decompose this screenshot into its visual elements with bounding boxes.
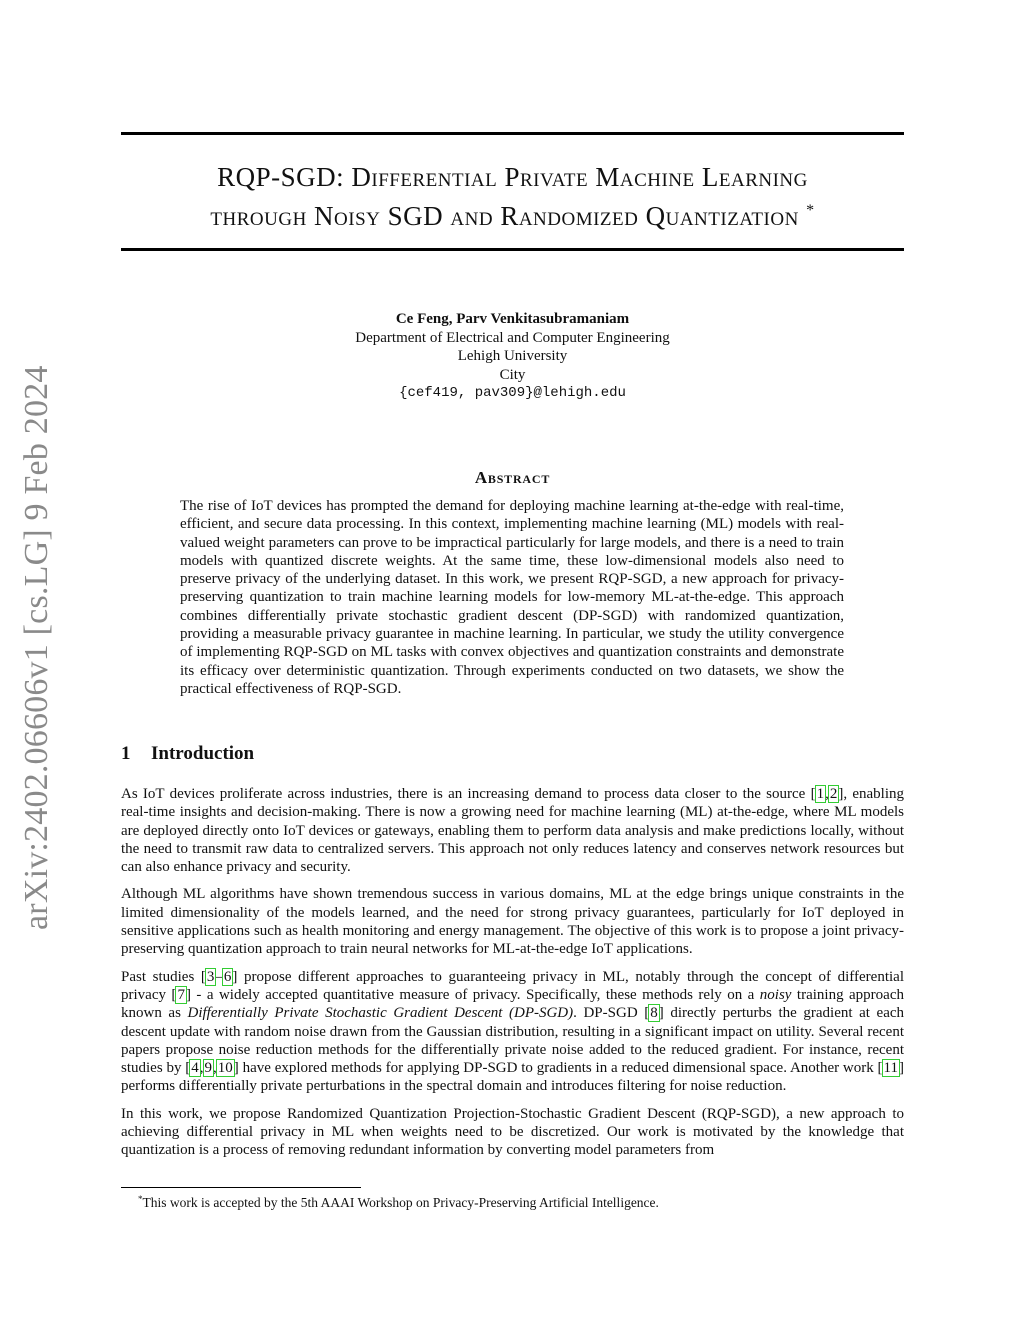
citation-link[interactable]: 7 [177,986,185,1003]
footnote-text: This work is accepted by the 5th AAAI Workshop on Privacy-Preserving Artificial Intelligence. [142,1195,659,1210]
paragraph-text: ] propose different approaches to guaranteeing privacy in ML, notably through the concept of differential privacy [ [121,968,904,1003]
arxiv-identifier-stamp: arXiv:2402.06606v1 [cs.LG] 9 Feb 2024 [18,365,55,930]
paragraph-1 [121,785,904,876]
section-heading-introduction [121,743,254,765]
citation-link[interactable]: 6 [223,968,232,985]
citation-link[interactable]: 10 [217,1060,233,1077]
author-city: City [499,366,526,383]
paragraph-text: ] have explored methods for applying DP-SGD to gradients in a reduced dimensional space. Another work [ [233,1060,883,1077]
abstract-heading: Abstract [474,468,551,487]
emphasis-text: noisy [759,986,792,1003]
citation-link[interactable]: 1 [816,786,825,802]
paragraph-text: Past studies [ [121,968,206,985]
paragraph-4: In this work, we propose Randomized Quantization Projection-Stochastic Gradient Descent (RQP-SGD), a new approach to achieving differential privacy in ML when weights need to be discretized. Our work is motivated by the knowledge that quantization is a process of removing redundant information by converting model parameters from [121,1105,904,1159]
paragraph-text: ] performs differentially private perturbations in the spectral domain and introduces filtering for noise reduction. [121,1060,904,1095]
paragraph-text: , [825,786,829,802]
author-department: Department of Electrical and Computer Engineering [355,329,670,346]
paragraph-text: ] directly perturbs the gradient at each descent update with random noise drawn from the Gaussian distribution, resulting in a significant impact on utility. Several recent papers propose noise reduction methods for the differentially private noise added to the reduced gradient. For instance, recent studies by [ [121,1005,905,1077]
paragraph-text: . DP-SGD [ [573,1005,650,1022]
paragraph-text: – [215,968,223,985]
paragraph-3 [121,968,904,1096]
section-title: Introduction [151,743,255,764]
paragraph-text: As IoT devices proliferate across industries, there is an increasing demand to process data closer to the source [ [121,786,816,802]
citation-link[interactable]: 11 [883,1060,898,1077]
title-top-rule [121,132,904,135]
footnote-marker: * [138,1194,143,1204]
title-line-2-text: through Noisy SGD and Randomized Quantization [210,201,799,231]
author-names: Ce Feng, Parv Venkitasubramaniam [395,311,630,327]
paragraph-text: training approach known as [121,986,904,1022]
footnote-rule [121,1187,361,1188]
introduction-body [121,785,904,1169]
citation-link[interactable]: 2 [829,786,838,802]
title-line-2 [121,194,904,233]
footnote [138,1191,659,1211]
title-line-1: RQP-SGD: Differential Private Machine Learning [217,162,808,192]
title-bottom-rule [121,248,904,251]
paragraph-text: , [213,1060,217,1077]
paragraph-text: ] - a widely accepted quantitative measure of privacy. Specifically, these methods rely on a [185,986,760,1003]
citation-link[interactable]: 3 [206,968,215,985]
emphasis-text: Differentially Private Stochastic Gradient Descent (DP-SGD) [187,1005,574,1022]
citation-link[interactable]: 4 [191,1060,199,1077]
citation-link[interactable]: 8 [650,1005,658,1022]
author-university: Lehigh University [457,348,568,364]
paper-title [121,160,904,233]
paragraph-text: ], enabling real-time insights and decision-making. There is now a growing need for machine learning (ML) at-the-edge, where ML models are deployed directly onto IoT devices or gateways, enabling them to perform data analysis and make predictions locally, without the need to transmit raw data to centralized servers. This approach not only reduces latency and conserves network resources but can also enhance privacy and security. [121,786,904,876]
citation-link[interactable]: 9 [204,1060,213,1077]
author-block [121,310,904,403]
author-email: {cef419, pav309}@lehigh.edu [399,385,626,401]
paragraph-2: Although ML algorithms have shown tremendous success in various domains, ML at the edge brings unique constraints in the limited dimensionality of the models learned, and the need for strong privacy guarantees, particularly for IoT deployed in sensitive applications such as health monitoring and energy management. The objective of this work is to propose a joint privacy-preserving quantization approach to train neural networks for ML-at-the-edge IoT applications. [121,886,904,958]
title-footnote-marker[interactable]: * [806,202,815,219]
paragraph-text: , [199,1060,204,1077]
abstract-text: The rise of IoT devices has prompted the demand for deploying machine learning at-the-edge with real-time, efficient, and secure data processing. In this context, implementing machine learning (ML) models with real-valued weight parameters can prove to be impractical particularly for large models, and there is a need to train models with quantized discrete weights. At the same time, these low-dimensional models also need to preserve privacy of the underlying dataset. In this work, we present RQP-SGD, a new approach for privacy-preserving quantization to train machine learning models for low-memory ML-at-the-edge. This approach combines differentially private stochastic gradient descent (DP-SGD) with randomized quantization, providing a measurable privacy guarantee in machine learning. In particular, we study the utility convergence of implementing RQP-SGD on ML tasks with convex objectives and quantization constraints and demonstrate its efficacy over deterministic quantization. Through experiments conducted on two datasets, we show the practical effectiveness of RQP-SGD. [180,498,844,697]
section-number: 1 [121,743,131,764]
